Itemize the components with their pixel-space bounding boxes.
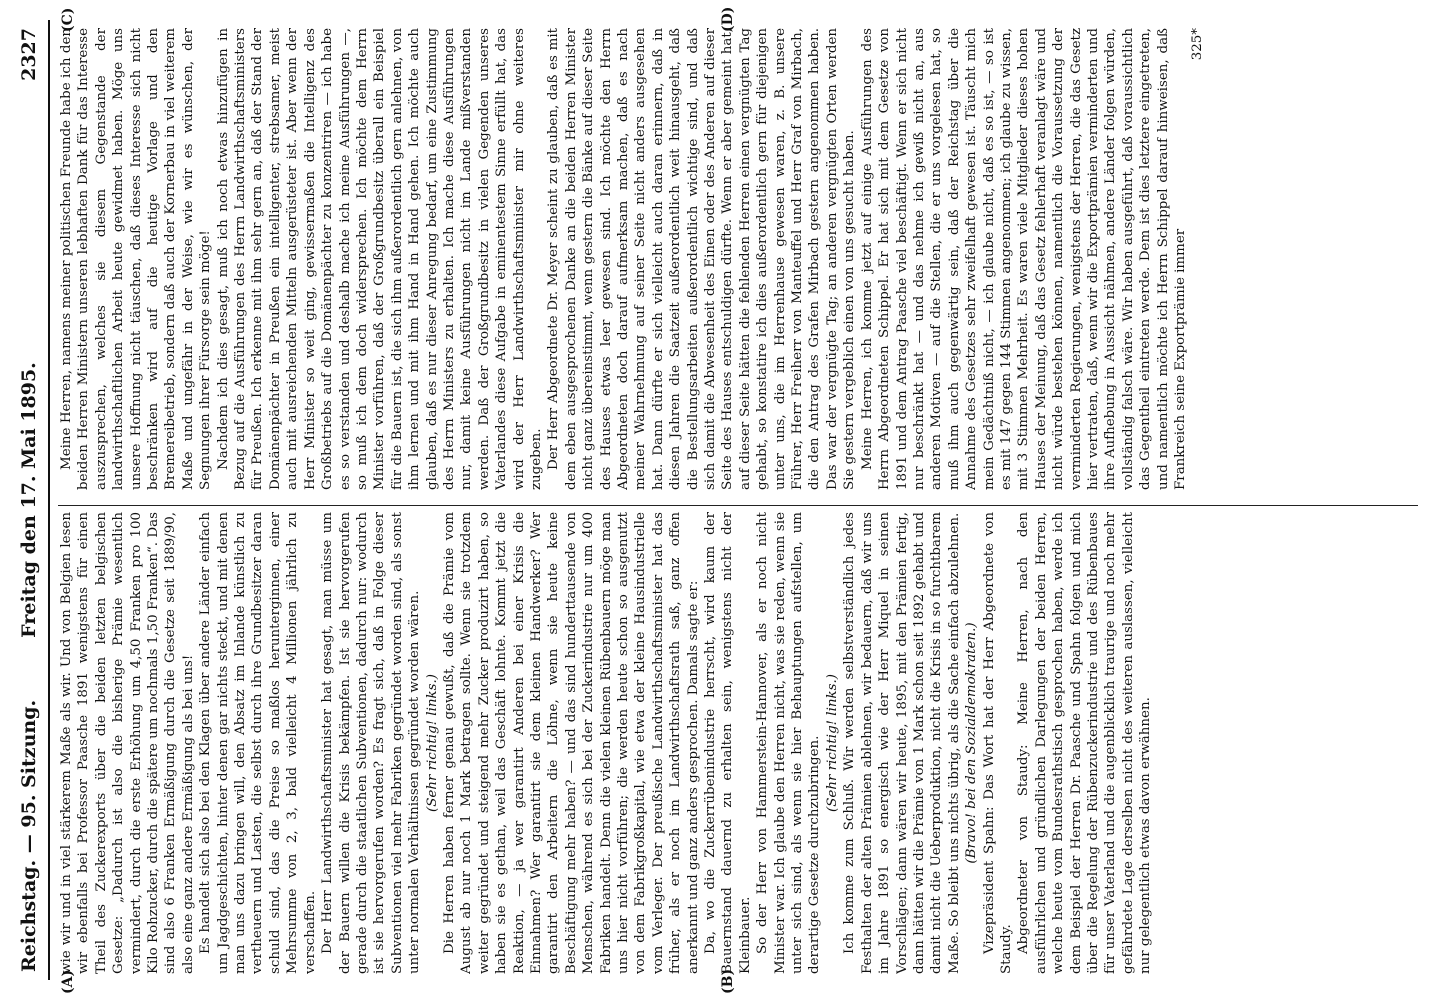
paragraph: Der Herr Abgeordnete Dr. Meyer scheint zu glauben, daß es mit dem eben ausgesprochenen Danke an die beiden Herren Minister nicht ganz übereinstimmt, wenn gestern die Bänke auf dieser Seite des Hauses etwas leer gewesen sind. Ich möchte den Herrn Abgeordneten doch darauf aufmerksam machen, daß es nach meiner Wahrnehmung auf seiner Seite nicht anders ausgesehen hat. Dann dürfte er sich vielleicht auch daran erinnern, daß in diesen Jahren die Saatzeit außerordentlich weit hinausgeht, daß die Bestellungsarbeiten außerordentlich wichtige sind, und daß sich damit die Abwesenheit des Einen oder des Anderen auf dieser Seite des Hauses entschuldigen dürfte. Wenn er aber gemeint hat, auf dieser Seite hätten die fehlenden Herren einen vergnügten Tag gehabt, so konstatire ich dies außerordentlich gern für diejenigen unter uns, die im Herrenhause gewesen waren, z. B. unsere Führer, Herr Freiherr von Manteuffel und Herr Graf von Mirbach, die den Antrag des Grafen Mirbach gestern angenommen haben. Das war der vergnügte Tag; an anderen vergnügten Orten werden Sie gestern vergeblich einen von uns gesucht haben.	[546, 28, 858, 490]
interjection: (Sehr richtig! links.)	[824, 674, 840, 812]
paragraph: Abgeordneter von Staudy: Meine Herren, nach den ausführlichen und gründlichen Darlegungen der beiden Herren, welche heute vom Bundesrathstisch gesprochen haben, werde ich dem Beispiel der Herren Dr. Paasche und Spahn folgen und mich über die Regelung der Rübenzuckerindustrie und des Rübenbaues für unser Vaterland und die augenblicklich traurige und noch mehr gefährdete Lage derselben nicht des weiteren auslassen, vielleicht nur gelegentlich etwas davon erwähnen.	[1016, 512, 1154, 974]
header-date: Freitag den 17. Mai 1895.	[18, 362, 40, 638]
margin-marker-c: (C)	[60, 7, 76, 32]
margin-marker-b: (B)	[720, 968, 736, 994]
quotation: Da, wo die Zuckerrübenindustrie herrscht, wird kaum der Bauernstand dauernd zu erhalten sein, wenigstens nicht der Kleinbauer.	[703, 512, 753, 974]
paragraph: Meine Herren, namens meiner politischen Freunde habe ich den beiden Herren Ministern unseren lebhaften Dank für das Interesse auszusprechen, welches sie diesem Gegenstande der landwirthschaftlichen Arbeit heute gewidmet haben. Möge uns unsere Hoffnung nicht täuschen, daß dieses Interesse sich nicht beschränken wird auf die heutige Vorlage und den Bremereibetrieb, sondern daß auch der Kornerbau in viel weiterem Maße und ungefähr in der Weise, wie wir es wünschen, der Segnungen ihrer Fürsorge sein möge!	[59, 28, 214, 490]
interjection: (Bravo! bei den Sozialdemokraten.)	[964, 622, 980, 864]
paragraph: So der Herr von Hammerstein-Hannover, als er noch nicht Minister war. Ich glaube den Herren nicht, was sie reden, wenn sie unter sich sind, als wenn sie hier Behauptungen aufstellen, um derartige Gesetze durchzubringen.	[755, 512, 823, 974]
paragraph: wie wir und in viel stärkerem Maße als wir. Und von Belgien lesen wir ebenfalls bei Professor Paasche 1891 wenigstens für einen Theil des Zuckerexports über die beiden letzten belgischen Gesetze: „Dadurch ist also die bisherige Prämie wesentlich vermindert, durch die erste Erhöhung um 4,50 Franken pro 100 Kilo Rohzucker, durch die spätere um nochmals 1,50 Franken“. Das sind also 6 Franken Ermäßigung durch die Gesetze seit 1889/90, also eine ganz andere Ermäßigung als bei uns!	[59, 512, 196, 974]
left-column	[58, 512, 1418, 974]
column-divider	[58, 505, 1418, 506]
header-page-number: 2327	[18, 28, 40, 81]
paragraph: Ich komme zum Schluß. Wir werden selbstverständlich jedes Festhalten der alten Prämien ablehnen, wir bedauern, daß wir uns im Jahre 1891 so energisch wie der Herr Miquel in seinen Vorschlägen; dann wären wir heute, 1895, mit den Prämien fertig, dann hätten wir die Prämie von 1 Mark schon seit 1892 gehabt und damit nicht die Ueberproduktion, nicht die Krisis in so furchtbarem Maße. So bleibt uns nichts übrig, als die Sache einfach abzulehnen.	[842, 512, 962, 974]
right-column	[58, 28, 1418, 490]
paragraph: Der Herr Landwirthschaftsminister hat gesagt, man müsse um der Bauern willen die Krisis bekämpfen. Ist sie hervorgerufen gerade durch die staatlichen Subventionen, dadurch nur: wodurch ist sie hervorgerufen worden? Es fragt sich, daß in Folge dieser Subventionen viel mehr Fabriken gegründet worden sind, als sonst unter normalen Verhältnissen gegründet worden wären.	[320, 512, 423, 974]
paragraph: Die Herren haben ferner genau gewußt, daß die Prämie vom August ab nur noch 1 Mark betragen sollte. Wenn sie trotzdem weiter gegründet und steigend mehr Zucker produzirt haben, so haben sie es gethan, weil das Geschäft lohnte. Kommt jetzt die Reaktion, — ja wer garantirt Anderen bei einer Krisis die Einnahmen? Wer garantirt sie dem kleinen Handwerker? Wer garantirt den Arbeitern die Löhne, wenn sie heute keine Beschäftigung mehr haben? — und das sind hunderttausende von Menschen, während es sich bei der Zuckerindustrie nur um 400 Fabriken handelt. Denn die vielen kleinen Rübenbauern möge man uns hier nicht vorführen; die werden heute schon so ausgenutzt von dem Fabrikgroßkapital, wie etwa der kleine Hausindustrielle vom Verleger. Der preußische Landwirthschaftsminister hat das früher, als er noch im Landwirthschaftsrath saß, ganz offen anerkannt und ganz anders gesprochen. Damals sagte er:	[441, 512, 701, 974]
margin-marker-d: (D)	[720, 6, 736, 32]
margin-marker-a: (A)	[60, 969, 76, 994]
signature-mark: 325*	[1190, 28, 1206, 61]
header-session: Reichstag. — 95. Sitzung.	[18, 699, 40, 972]
paragraph: Es handelt sich also bei den Klagen über andere Länder einfach um Jagdgeschichten, hinter denen gar nichts steckt, und mit denen man uns dazu bringen will, den Absatz im Inlande künstlich zu vertheuern und Lasten, die selbst durch ihre Grundbesitzer daran schuld sind, das die Preise so maßlos herunterginnen, einer Mehrsumme von 2, 3, bald vielleicht 4 Millionen jährlich zu verschaffen.	[198, 512, 318, 974]
speaker-line: Vizepräsident Spahn: Das Wort hat der Herr Abgeordnete von Staudy.	[981, 512, 1014, 974]
page-header	[10, 20, 50, 980]
paragraph: Meine Herren, ich komme jetzt auf einige Ausführungen des Herrn Abgeordneten Schippel. Er hat sich mit dem Gesetze von 1891 und dem Antrag Paasche viel beschäftigt. Wenn er sich nicht nur beschränkt hat — und das nehme ich gewiß nicht an, aus anderen Motiven — auf die Stellen, die er uns vorgelesen hat, so muß ihm auch gegenwärtig sein, daß der Reichstag über die Annahme des Gesetzes sehr zweifelhaft gewesen ist. Täuscht mich mein Gedächtniß nicht, — ich glaube nicht, daß es so ist, — so ist es mit 147 gegen 144 Stimmen angenommen; ich glaube zu wissen, mit 3 Stimmen Mehrheit. Es waren viele Mitglieder dieses hohen Hauses der Meinung, daß das Gesetz fehlerhaft veranlagt wäre und nicht würde bestehen können, namentlich die Voraussetzung der verminderten Regierungen, wenigstens der Herren, die das Gesetz hier vertraten, daß, wenn wir die Exportprämien verminderten und ihre Aufhebung in Aussicht nähmen, andere Länder folgen würden, vollständig falsch wäre. Wir haben ausgeführt, daß voraussichtlich das Gegentheil eintreten werde. Dem ist dies letztere eingetreten, und namentlich möchte ich Herrn Schippel darauf hinweisen, daß Frankreich seine Exportprämie immer	[859, 28, 1188, 490]
interjection: (Sehr richtig! links.)	[424, 674, 440, 812]
paragraph: Nachdem ich dies gesagt, muß ich noch etwas hinzufügen in Bezug auf die Ausführungen des Herrn Landwirthschaftsministers für Preußen. Ich erkenne mit ihm sehr gern an, daß der Stand der Domänenpächter in Preußen ein intelligenter, strebsamer, meist auch mit ausreichenden Mitteln ausgerüsteter ist. Aber wenn der Herr Minister so weit ging, gewissermaßen die Intelligenz des Großbetriebs auf die Domänenpächter zu konzentriren — ich habe es so verstanden und deshalb mache ich meine Ausführungen —, so muß ich dem doch widersprechen. Ich möchte dem Herrn Minister vorführen, daß der Großgrundbesitz überall ein Beispiel für die Bauern ist, die sich ihm außerordentlich gern anlehnen, von ihm lernen und mit ihm Hand in Hand gehen. Ich möchte auch glauben, daß es nur dieser Anregung bedarf, um eine Zustimmung des Herrn Ministers zu erhalten. Ich mache diese Ausführungen nur, damit keine Ausführungen nicht im Lande mißverstanden werden. Daß der Großgrundbesitz in vielen Gegenden unseres Vaterlandes diese Aufgabe in eminentestem Sinne erfüllt hat, das wird der Herr Landwirthschaftsminister mir ohne weiteres zugeben.	[215, 28, 544, 490]
digitization-credit	[1410, 0, 1428, 1000]
